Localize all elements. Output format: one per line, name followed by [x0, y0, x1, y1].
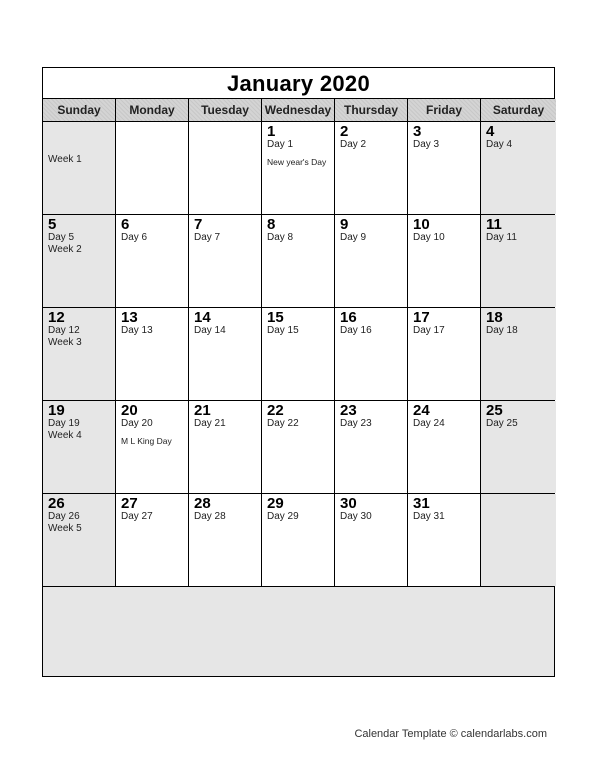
day-of-year-label: Day 31	[413, 511, 445, 522]
day-cell	[335, 215, 408, 307]
week-row	[43, 215, 554, 308]
weekday-header-saturday: Saturday	[481, 99, 556, 121]
day-cell	[116, 494, 189, 586]
date-number: 30	[340, 495, 357, 512]
day-cell	[189, 401, 262, 493]
day-cell	[335, 122, 408, 214]
day-cell	[189, 494, 262, 586]
date-number: 11	[486, 216, 502, 233]
day-cell	[262, 401, 335, 493]
date-number: 6	[121, 216, 130, 233]
weekday-header-row	[43, 99, 554, 122]
date-number: 1	[267, 123, 276, 140]
day-cell	[43, 308, 116, 400]
day-of-year-label: Day 1	[267, 139, 294, 150]
day-cell	[189, 308, 262, 400]
week-label: Week 5	[48, 523, 82, 534]
day-of-year-label: Day 11	[486, 232, 517, 243]
week-label: Week 3	[48, 337, 82, 348]
day-of-year-label: Day 18	[486, 325, 518, 336]
day-of-year-label: Day 9	[340, 232, 367, 243]
day-cell	[335, 494, 408, 586]
day-cell	[408, 401, 481, 493]
week-row	[43, 122, 554, 215]
day-cell	[116, 401, 189, 493]
day-of-year-label: Day 20	[121, 418, 153, 429]
week-label: Week 1	[48, 154, 82, 165]
weekday-header-monday: Monday	[116, 99, 189, 121]
weekday-header-tuesday: Tuesday	[189, 99, 262, 121]
date-number: 25	[486, 402, 503, 419]
date-number: 18	[486, 309, 503, 326]
week-label: Week 4	[48, 430, 82, 441]
day-of-year-label: Day 10	[413, 232, 445, 243]
date-number: 7	[194, 216, 203, 233]
date-number: 17	[413, 309, 430, 326]
date-number: 20	[121, 402, 138, 419]
date-number: 21	[194, 402, 211, 419]
date-number: 10	[413, 216, 430, 233]
calendar	[42, 67, 555, 677]
date-number: 3	[413, 123, 422, 140]
day-of-year-label: Day 3	[413, 139, 440, 150]
day-cell	[262, 308, 335, 400]
date-number: 8	[267, 216, 276, 233]
holiday-label: M L King Day	[121, 436, 172, 446]
week-row	[43, 308, 554, 401]
weekday-header-wednesday: Wednesday	[262, 99, 335, 121]
weekday-header-sunday: Sunday	[43, 99, 116, 121]
day-of-year-label: Day 2	[340, 139, 367, 150]
footer-credit: Calendar Template © calendarlabs.com	[354, 728, 547, 740]
day-cell	[408, 122, 481, 214]
day-cell	[189, 215, 262, 307]
day-cell	[408, 494, 481, 586]
week-row	[43, 494, 554, 587]
date-number: 14	[194, 309, 211, 326]
empty-day-cell	[116, 122, 189, 214]
day-of-year-label: Day 22	[267, 418, 299, 429]
day-cell	[481, 122, 556, 214]
week-row	[43, 401, 554, 494]
day-cell	[116, 215, 189, 307]
day-of-year-label: Day 29	[267, 511, 299, 522]
day-cell	[116, 308, 189, 400]
date-number: 15	[267, 309, 284, 326]
day-of-year-label: Day 12	[48, 325, 80, 336]
date-number: 12	[48, 309, 65, 326]
date-number: 13	[121, 309, 138, 326]
day-of-year-label: Day 8	[267, 232, 294, 243]
date-number: 9	[340, 216, 349, 233]
date-number: 26	[48, 495, 65, 512]
day-cell	[408, 308, 481, 400]
week-label: Week 2	[48, 244, 82, 255]
weekday-header-friday: Friday	[408, 99, 481, 121]
date-number: 28	[194, 495, 211, 512]
day-of-year-label: Day 16	[340, 325, 372, 336]
day-cell	[335, 308, 408, 400]
date-number: 22	[267, 402, 284, 419]
day-cell	[408, 215, 481, 307]
day-cell	[481, 308, 556, 400]
date-number: 19	[48, 402, 65, 419]
date-number: 2	[340, 123, 349, 140]
day-of-year-label: Day 4	[486, 139, 513, 150]
date-number: 31	[413, 495, 430, 512]
date-number: 23	[340, 402, 357, 419]
empty-day-cell	[43, 122, 116, 214]
day-of-year-label: Day 17	[413, 325, 445, 336]
empty-day-cell	[481, 494, 556, 586]
date-number: 24	[413, 402, 430, 419]
date-number: 5	[48, 216, 57, 233]
day-of-year-label: Day 28	[194, 511, 226, 522]
day-cell	[335, 401, 408, 493]
day-of-year-label: Day 7	[194, 232, 221, 243]
day-of-year-label: Day 6	[121, 232, 148, 243]
day-of-year-label: Day 30	[340, 511, 372, 522]
day-of-year-label: Day 21	[194, 418, 226, 429]
empty-day-cell	[189, 122, 262, 214]
day-cell	[43, 401, 116, 493]
holiday-label: New year's Day	[267, 157, 327, 167]
day-of-year-label: Day 27	[121, 511, 153, 522]
calendar-grid	[43, 122, 554, 587]
date-number: 16	[340, 309, 357, 326]
day-of-year-label: Day 19	[48, 418, 80, 429]
date-number: 29	[267, 495, 284, 512]
day-of-year-label: Day 13	[121, 325, 153, 336]
day-cell	[481, 215, 556, 307]
day-cell	[481, 401, 556, 493]
day-cell	[262, 215, 335, 307]
weekday-header-thursday: Thursday	[335, 99, 408, 121]
day-of-year-label: Day 23	[340, 418, 372, 429]
notes-area	[43, 587, 554, 676]
day-cell	[43, 215, 116, 307]
day-of-year-label: Day 14	[194, 325, 226, 336]
day-of-year-label: Day 15	[267, 325, 299, 336]
date-number: 27	[121, 495, 138, 512]
day-cell	[262, 494, 335, 586]
day-cell	[43, 494, 116, 586]
day-of-year-label: Day 25	[486, 418, 518, 429]
day-of-year-label: Day 26	[48, 511, 80, 522]
day-of-year-label: Day 24	[413, 418, 445, 429]
date-number: 4	[486, 123, 495, 140]
day-cell	[262, 122, 335, 214]
month-title: January 2020	[43, 68, 554, 99]
day-of-year-label: Day 5	[48, 232, 75, 243]
